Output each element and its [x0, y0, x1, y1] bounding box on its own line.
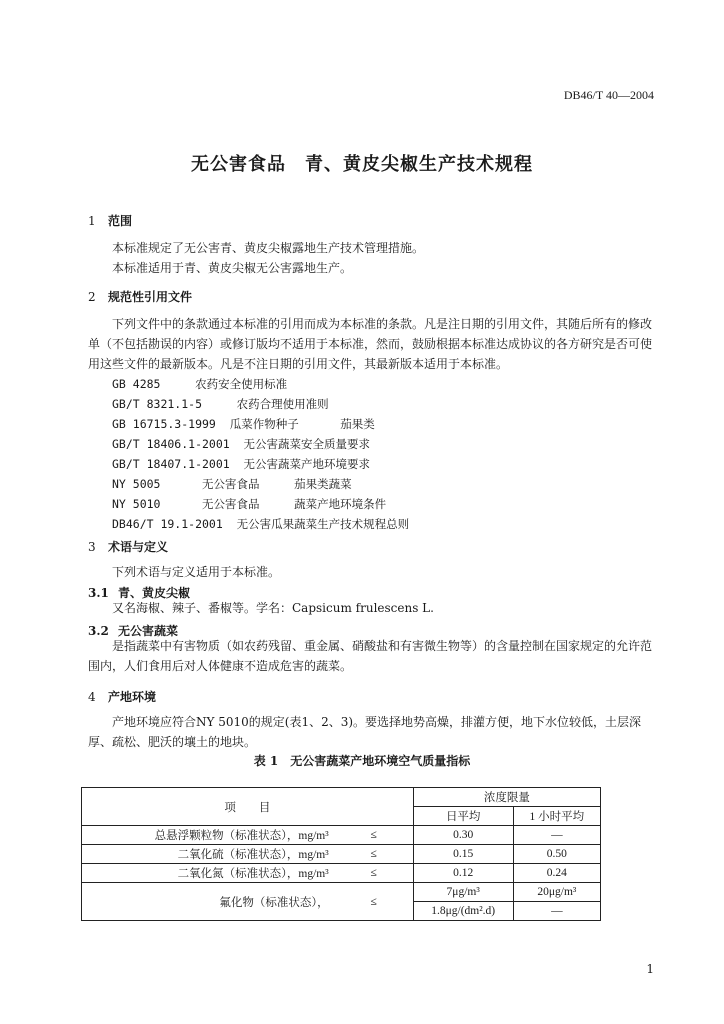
row-daily: 0.12 [413, 864, 513, 883]
row-item: 氟化物（标准状态）， [82, 883, 335, 921]
subsection-number: 3.1 [88, 586, 109, 600]
section-1-paragraph-1: 本标准规定了无公害青、黄皮尖椒露地生产技术管理措施。 [112, 241, 425, 255]
row-hourly: 20μg/m³ [513, 883, 600, 902]
table-caption: 表 1 无公害蔬菜产地环境空气质量指标 [253, 754, 471, 768]
row-daily: 0.15 [413, 845, 513, 864]
row-hourly: 0.50 [513, 845, 600, 864]
table-row [82, 883, 601, 902]
row-hourly: 0.24 [513, 864, 600, 883]
header-item: 项 目 [82, 788, 414, 826]
section-title: 范围 [108, 214, 133, 228]
row-symbol: ≤ [335, 845, 414, 864]
subsection-3-1-text: 又名海椒、辣子、番椒等。学名：Capsicum frulescens L. [112, 601, 434, 615]
reference-item: GB 16715.3-1999 瓜菜作物种子 茄果类 [112, 417, 375, 431]
section-4-paragraph-1: 产地环境应符合NY 5010的规定(表1、2、3)。要选择地势高燥，排灌方便，地下水位较低，土层深厚、疏松、肥沃的壤土的地块。 [88, 715, 642, 749]
table-row [82, 845, 601, 864]
reference-item: NY 5010 无公害食品 蔬菜产地环境条件 [112, 497, 387, 511]
row-item: 二氧化氮（标准状态），mg/m³ [82, 864, 335, 883]
section-title: 规范性引用文件 [108, 290, 193, 304]
row-daily: 0.30 [413, 826, 513, 845]
table-row [82, 826, 601, 845]
row-symbol: ≤ [335, 883, 414, 921]
section-4-heading [88, 688, 156, 705]
row-hourly: — [513, 826, 600, 845]
row-hourly: — [513, 902, 600, 921]
page-number: 1 [646, 962, 654, 976]
air-quality-table [81, 787, 601, 921]
section-3-heading [88, 538, 168, 555]
subsection-3-2-text: 是指蔬菜中有害物质（如农药残留、重金属、硝酸盐和有害微生物等）的含量控制在国家规定的允许范围内，人们食用后对人体健康不造成危害的蔬菜。 [88, 639, 653, 673]
reference-item: GB/T 8321.1-5 农药合理使用准则 [112, 397, 329, 411]
section-number: 2 [88, 290, 96, 304]
section-title: 术语与定义 [108, 540, 169, 554]
section-title: 产地环境 [108, 690, 157, 704]
header-hourly: 1 小时平均 [513, 807, 600, 826]
row-daily: 7μg/m³ [413, 883, 513, 902]
section-1-heading [88, 212, 132, 229]
reference-item: DB46/T 19.1-2001 无公害瓜果蔬菜生产技术规程总则 [112, 517, 410, 531]
section-2-paragraph-1: 下列文件中的条款通过本标准的引用而成为本标准的条款。凡是注日期的引用文件，其随后所有的修改单（不包括勘误的内容）或修订版均不适用于本标准，然而，鼓励根据本标准达成协议的各方研究是否可使用这些文件的最新版本。凡是不注日期的引用文件，其最新版本适用于本标准。 [88, 317, 653, 371]
section-number: 4 [88, 690, 96, 704]
standard-code: DB46/T 40—2004 [563, 88, 654, 102]
section-2-heading [88, 288, 192, 305]
table-header-row [82, 788, 601, 807]
row-daily: 1.8μg/(dm².d) [413, 902, 513, 921]
reference-item: GB/T 18407.1-2001 无公害蔬菜产地环境要求 [112, 457, 371, 471]
section-number: 1 [88, 214, 96, 228]
subsection-title: 青、黄皮尖椒 [118, 586, 191, 600]
reference-item: NY 5005 无公害食品 茄果类蔬菜 [112, 477, 352, 491]
table-row [82, 864, 601, 883]
subsection-number: 3.2 [88, 624, 109, 638]
section-1-paragraph-2: 本标准适用于青、黄皮尖椒无公害露地生产。 [112, 261, 353, 275]
section-3-paragraph-1: 下列术语与定义适用于本标准。 [112, 565, 281, 579]
reference-item: GB/T 18406.1-2001 无公害蔬菜安全质量要求 [112, 437, 371, 451]
row-symbol: ≤ [335, 826, 414, 845]
header-daily: 日平均 [413, 807, 513, 826]
row-symbol: ≤ [335, 864, 414, 883]
subsection-title: 无公害蔬菜 [118, 624, 179, 638]
row-item: 二氧化硫（标准状态），mg/m³ [82, 845, 335, 864]
section-number: 3 [88, 540, 96, 554]
header-limit: 浓度限量 [413, 788, 600, 807]
reference-item: GB 4285 农药安全使用标准 [112, 377, 288, 391]
row-item: 总悬浮颗粒物（标准状态），mg/m³ [82, 826, 335, 845]
document-title: 无公害食品 青、黄皮尖椒生产技术规程 [191, 154, 533, 175]
